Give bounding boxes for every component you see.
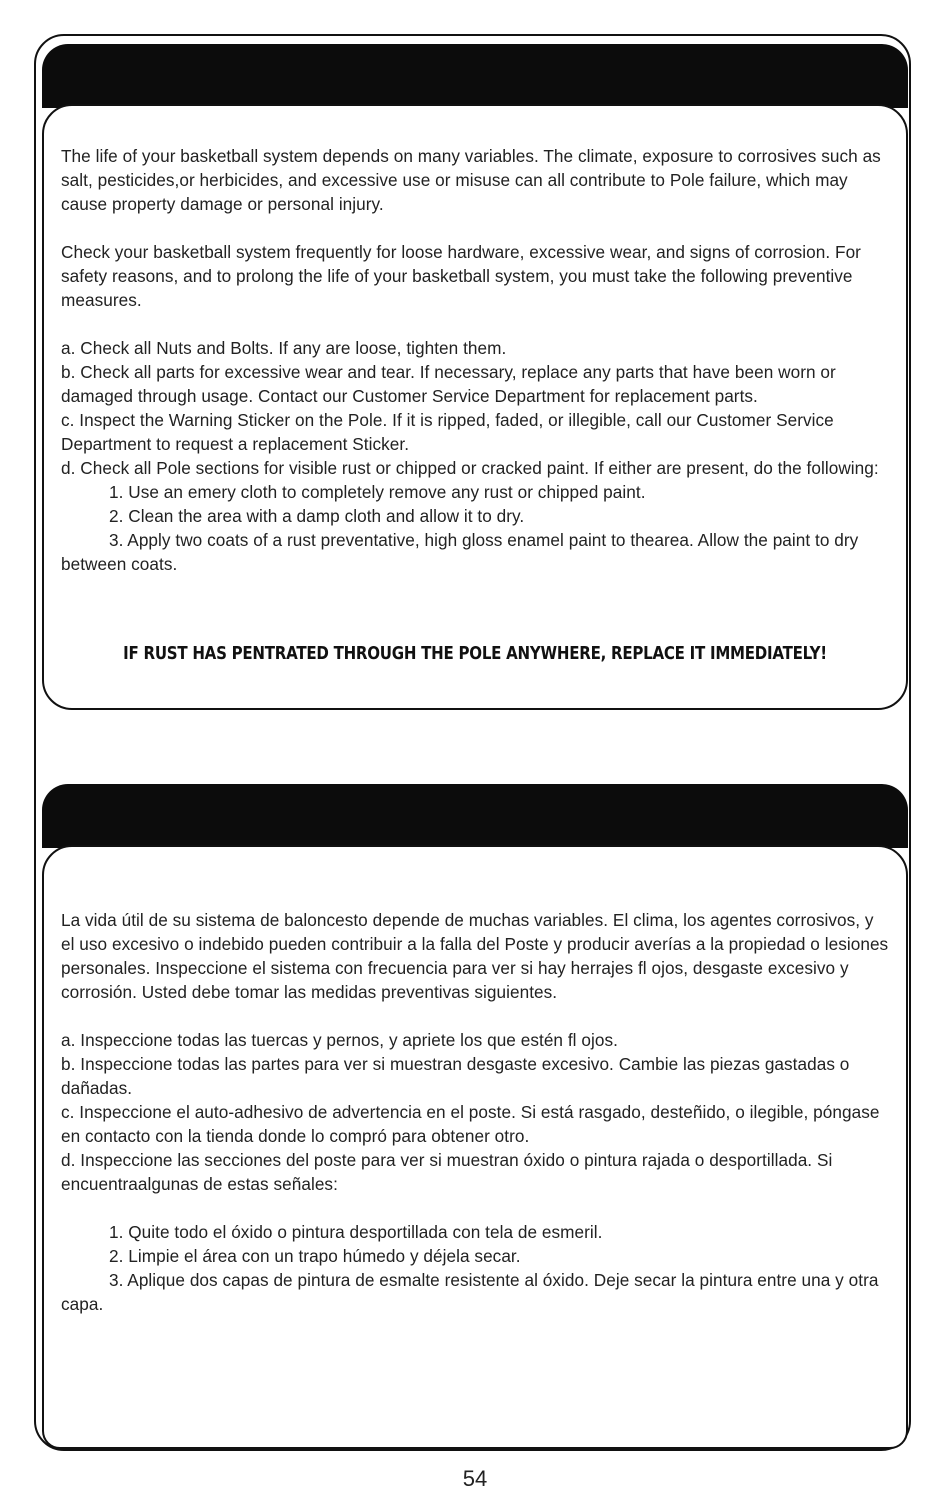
spanish-item-b: b. Inspeccione todas las partes para ver si muestran desgaste excesivo. Cambie las piezas gastadas o dañadas. xyxy=(61,1054,850,1098)
spanish-item-d: d. Inspeccione las secciones del poste para ver si muestran óxido o pintura rajada o desportillada. Si encuentraalgunas de estas señales: xyxy=(61,1150,833,1194)
english-step-2: 2. Clean the area with a damp cloth and allow it to dry. xyxy=(109,506,525,526)
spanish-intro-paragraph: La vida útil de su sistema de baloncesto depende de muchas variables. El clima, los agentes corrosivos, y el uso excesivo o indebido pueden contribuir a la falla del Poste y producir averías a la propiedad o lesiones personales. Inspeccione el sistema con frecuencia para ver si hay herrajes fl ojos, desgaste excesivo y corrosión. Usted debe tomar las medidas preventivas siguientes. xyxy=(61,910,889,1002)
spanish-maintenance-text xyxy=(61,908,889,1316)
english-intro-paragraph: The life of your basketball system depends on many variables. The climate, exposure to corrosives such as salt, pesticides,or herbicides, and excessive use or misuse can all contribute to Pole failure, which may cause property damage or personal injury. xyxy=(61,146,881,214)
english-item-b: b. Check all parts for excessive wear and tear. If necessary, replace any parts that have been worn or damaged through usage. Contact our Customer Service Department for replacement parts. xyxy=(61,362,836,406)
english-step-1: 1. Use an emery cloth to completely remove any rust or chipped paint. xyxy=(109,482,646,502)
rust-warning-heading: IF RUST HAS PENTRATED THROUGH THE POLE ANYWHERE, REPLACE IT IMMEDIATELY! xyxy=(123,644,827,664)
english-item-c: c. Inspect the Warning Sticker on the Pole. If it is ripped, faded, or illegible, call our Customer Service Department to request a replacement Sticker. xyxy=(61,410,834,454)
spanish-item-c: c. Inspeccione el auto-adhesivo de advertencia en el poste. Si está rasgado, desteñido, o ilegible, póngase en contacto con la tienda donde lo compró para obtener otro. xyxy=(61,1102,880,1146)
english-step-3: 3. Apply two coats of a rust preventative, high gloss enamel paint to thearea. Allow the paint to dry between coats. xyxy=(61,530,859,574)
spanish-item-a: a. Inspeccione todas las tuercas y pernos, y apriete los que estén fl ojos. xyxy=(61,1030,618,1050)
english-check-paragraph: Check your basketball system frequently for loose hardware, excessive wear, and signs of corrosion. For safety reasons, and to prolong the life of your basketball system, you must take the following preventive measures. xyxy=(61,242,861,310)
spanish-step-2: 2. Limpie el área con un trapo húmedo y déjela secar. xyxy=(109,1246,521,1266)
spanish-step-1: 1. Quite todo el óxido o pintura desportillada con tela de esmeril. xyxy=(109,1222,603,1242)
page-number: 54 xyxy=(462,1466,488,1491)
section-header-bar-english xyxy=(42,44,908,108)
spanish-step-3: 3. Aplique dos capas de pintura de esmalte resistente al óxido. Deje secar la pintura entre una y otra capa. xyxy=(61,1270,879,1314)
english-maintenance-text xyxy=(61,144,889,576)
english-item-a: a. Check all Nuts and Bolts. If any are loose, tighten them. xyxy=(61,338,507,358)
section-header-bar-spanish xyxy=(42,784,908,848)
english-item-d: d. Check all Pole sections for visible rust or chipped or cracked paint. If either are present, do the following: xyxy=(61,458,879,478)
